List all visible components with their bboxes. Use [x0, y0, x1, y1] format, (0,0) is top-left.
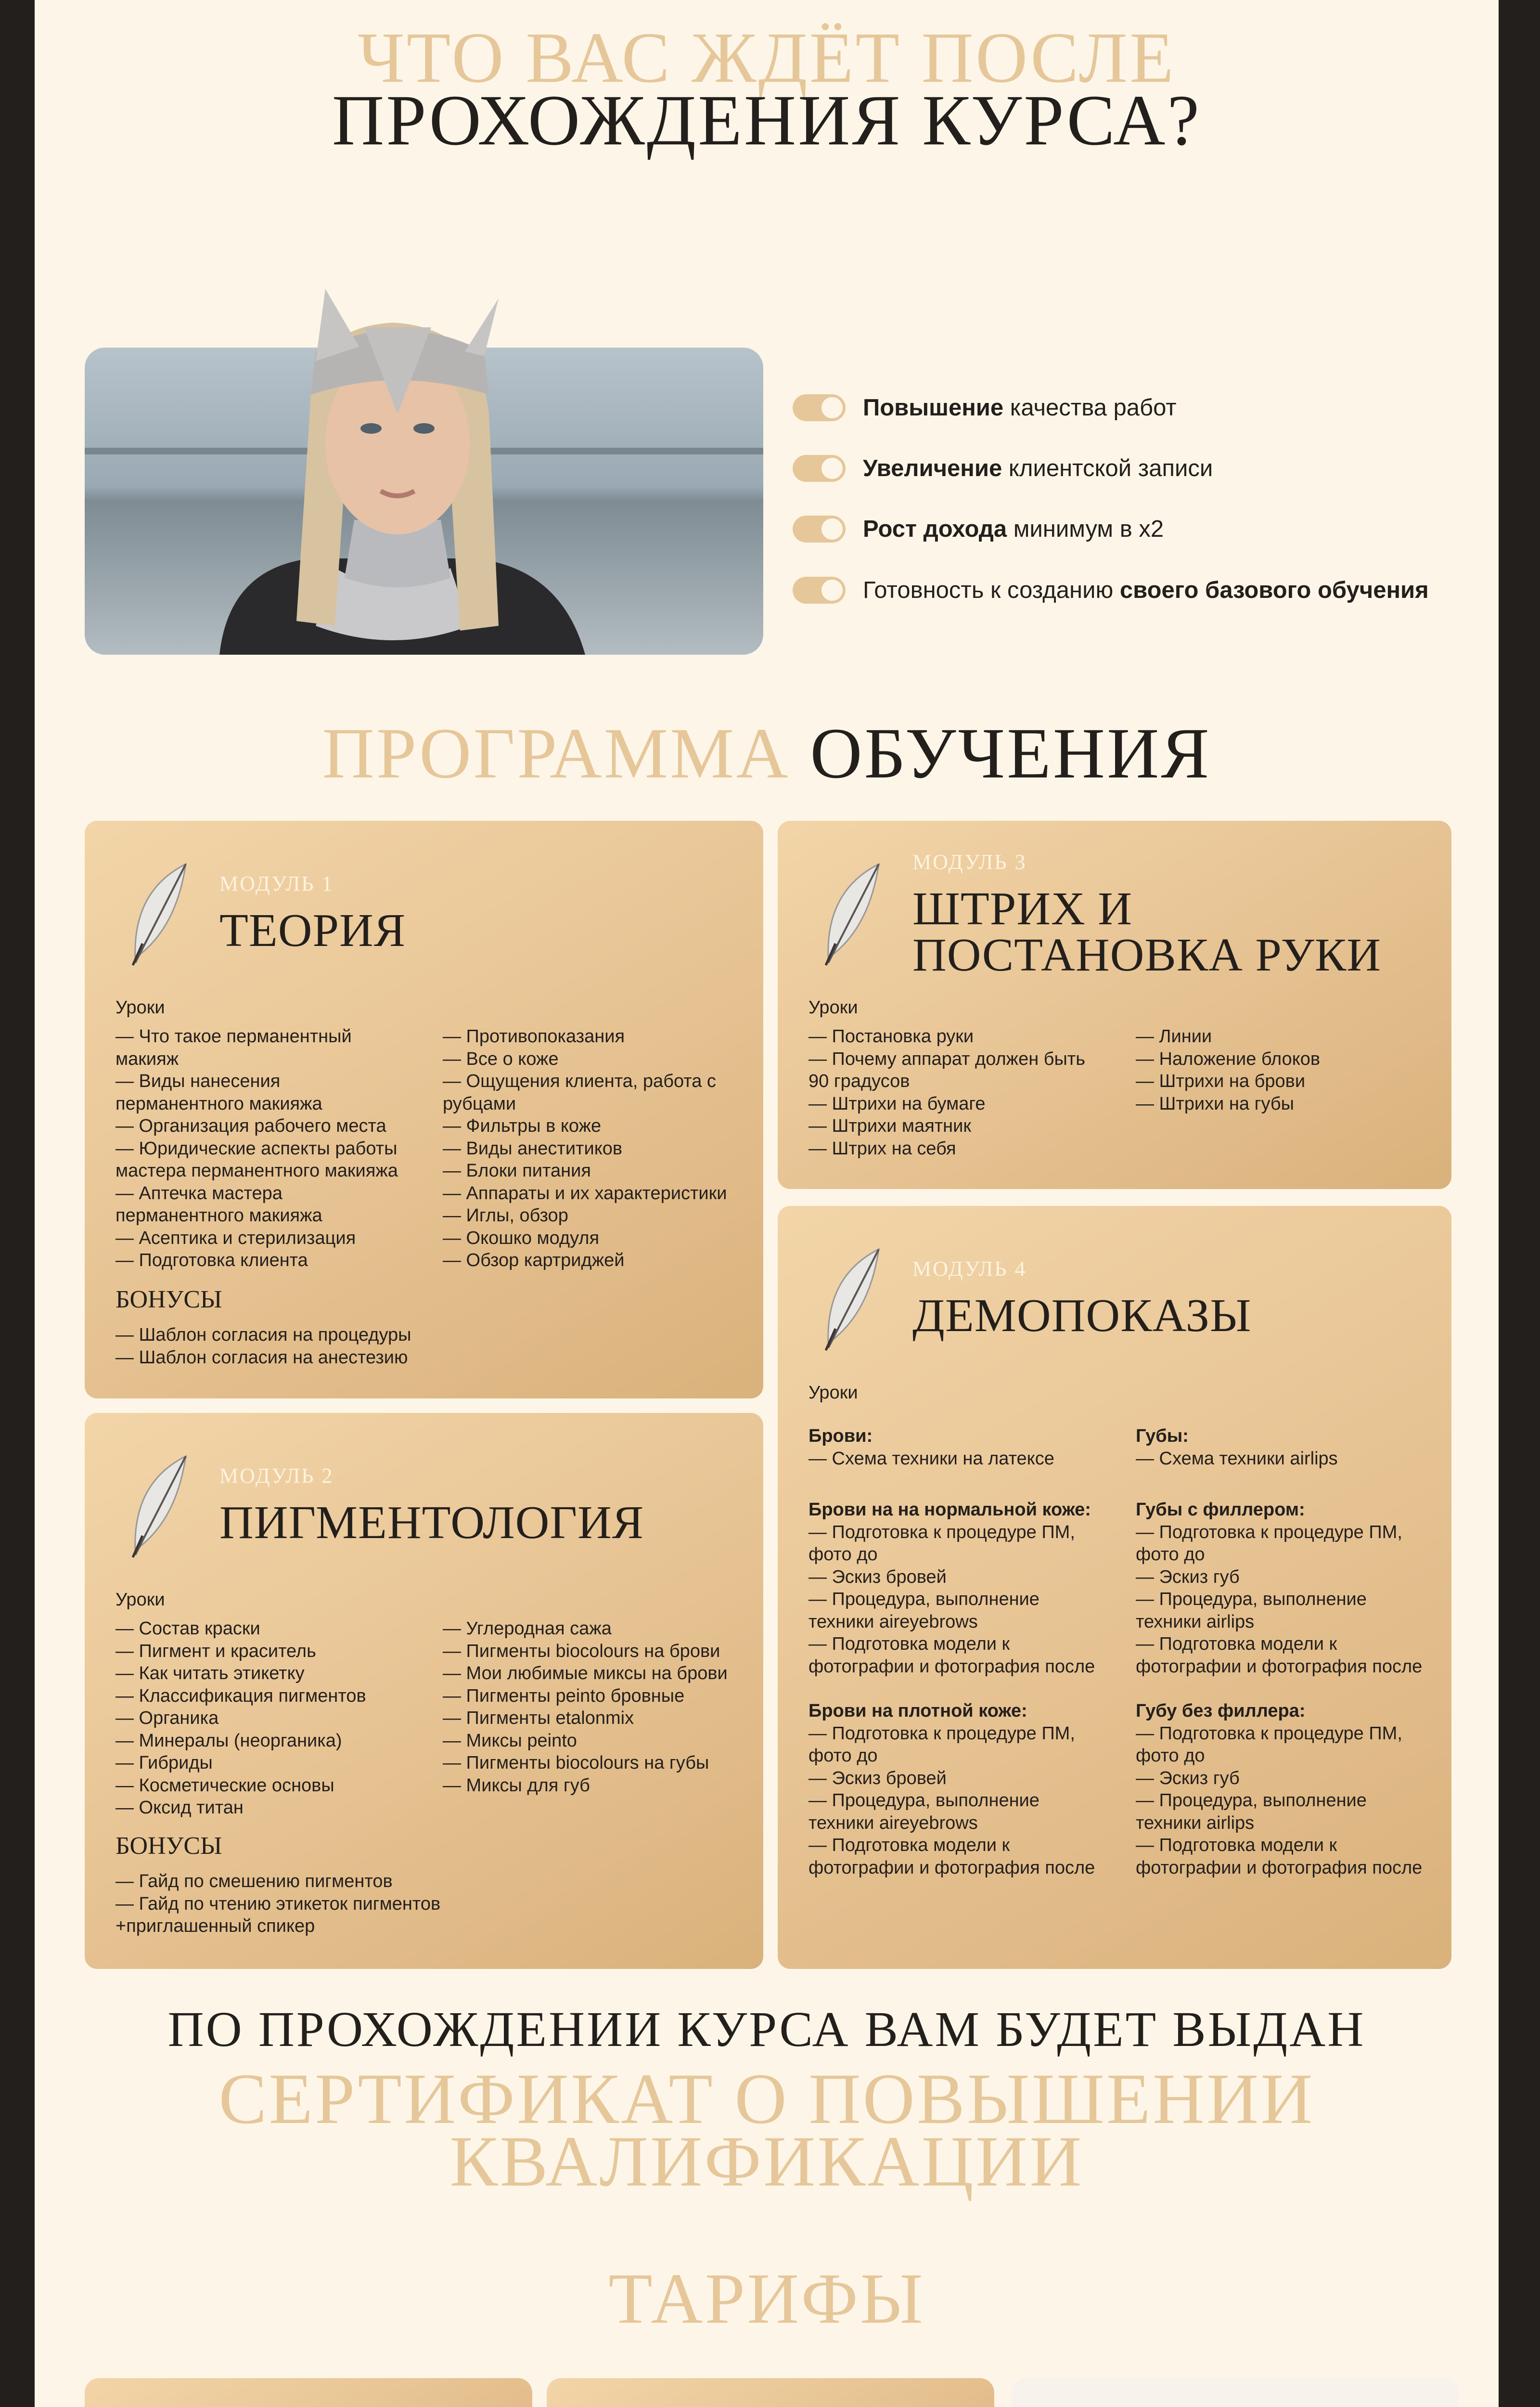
module-2-bonuses: — Гайд по смешению пигментов — Гайд по чтению этикеток пигментов +приглашенный спикер: [116, 1871, 441, 1936]
benefit-2-bold: Увеличение: [863, 455, 1002, 481]
benefit-1: [793, 388, 1177, 427]
module-2-label: МОДУЛЬ 2: [219, 1464, 334, 1488]
module-3-card: [778, 821, 1451, 1189]
benefit-2: [793, 449, 1213, 488]
module-2-card: [85, 1413, 763, 1969]
benefit-3-bold: Рост дохода: [863, 516, 1007, 542]
module-3-title-line-2: ПОСТАНОВКА РУКИ: [912, 929, 1381, 981]
module-1-lessons-label: Уроки: [116, 997, 165, 1018]
tariff-card-2[interactable]: [547, 2378, 994, 2407]
tariff-card-1[interactable]: [85, 2378, 532, 2407]
program-title-gold: ПРОГРАММА: [322, 713, 790, 793]
module-2-bonuses-label: БОНУСЫ: [116, 1832, 222, 1860]
quill-icon: [816, 1247, 888, 1353]
certificate-title-line-2: КВАЛИФИКАЦИИ: [449, 2122, 1084, 2201]
brows-normal-skin-heading: Брови на на нормальной коже:: [808, 1500, 1091, 1520]
toggle-icon: [793, 516, 846, 543]
module-2-col-2: — Углеродная сажа — Пигменты biocolours на брови — Мои любимые миксы на брови — Пигменты peinto бровные — Пигменты etalonmix — Миксы peinto — Пигменты biocolours на губы — Миксы для губ: [443, 1618, 728, 1796]
module-4-card: [778, 1206, 1451, 1969]
header-line-1: ЧТО ВАС ЖДЁТ ПОСЛЕ: [358, 18, 1176, 98]
warrior-woman-image: [85, 144, 763, 655]
module-2-col-1: — Состав краски — Пигмент и краситель — Как читать этикетку — Классификация пигментов — Органика — Минералы (неорганика) — Гибриды — Косметические основы — Оксид титан: [116, 1618, 366, 1818]
tariff-card-3[interactable]: [1012, 2378, 1459, 2407]
module-1-title: ТЕОРИЯ: [219, 905, 406, 957]
module-3-col-2: — Линии — Наложение блоков — Штрихи на брови — Штрихи на губы: [1136, 1026, 1321, 1114]
module-1-col-2: — Противопоказания — Все о коже — Ощущения клиента, работа с рубцами — Фильтры в коже — Виды анеститиков — Блоки питания — Аппараты и их характеристики — Иглы, обзор — Окошко модуля — Обзор картриджей: [443, 1026, 727, 1270]
toggle-icon: [793, 577, 846, 604]
program-title-dark: ОБУЧЕНИЯ: [810, 713, 1211, 793]
module-4-col-right: Губы: — Схема техники airlips Губы с филлером: — Подготовка к процедуре ПМ, фото до — Эскиз губ — Процедура, выполнение техники airlips — Подготовка модели к фотографии и фотография после Губу без филлера: — Подготовка к процедуре ПМ, фото до — Эскиз губ — Процедура, выполнение техники airlips — Подготовка модели к фотографии и фотография после: [1136, 1425, 1444, 1879]
brows-heading: Брови:: [808, 1426, 873, 1446]
program-title: [35, 715, 1499, 792]
benefit-2-text: клиентской записи: [1002, 455, 1213, 481]
module-2-title: ПИГМЕНТОЛОГИЯ: [219, 1497, 644, 1549]
header-line-2: ПРОХОЖДЕНИЯ КУРСА?: [332, 80, 1201, 160]
page: [35, 0, 1499, 2407]
lips-filler-heading: Губы с филлером:: [1136, 1500, 1305, 1520]
benefit-1-text: качества работ: [1003, 395, 1177, 421]
certificate-title-line-1: СЕРТИФИКАТ О ПОВЫШЕНИИ: [218, 2059, 1315, 2139]
benefit-4-bold: своего базового обучения: [1119, 577, 1429, 603]
module-4-col-left: Брови: — Схема техники на латексе Брови на на нормальной коже: — Подготовка к процедуре ПМ, фото до — Эскиз бровей — Процедура, выполнение техники aireyebrows — Подготовка модели к фотографии и фотография после Брови на плотной коже: — Подготовка к процедуре ПМ, фото до — Эскиз бровей — Процедура, выполнение техники aireyebrows — Подготовка модели к фотографии и фотография после: [808, 1425, 1126, 1879]
quill-icon: [816, 862, 888, 968]
benefit-4: [793, 571, 1429, 609]
benefit-1-bold: Повышение: [863, 395, 1004, 421]
module-4-lessons-label: Уроки: [808, 1383, 858, 1403]
benefit-3: [793, 510, 1164, 548]
lips-heading: Губы:: [1136, 1426, 1189, 1446]
module-1-label: МОДУЛЬ 1: [219, 872, 334, 895]
module-1-card: [85, 821, 763, 1398]
module-4-label: МОДУЛЬ 4: [912, 1257, 1027, 1281]
module-1-col-1: — Что такое перманентный макияж — Виды нанесения перманентного макияжа — Организация рабочего места — Юридические аспекты работы мастера перманентного макияжа — Аптечка мастера перманентного макияжа — Асептика и стерилизация — Подготовка клиента: [116, 1026, 398, 1270]
module-4-title: ДЕМОПОКАЗЫ: [912, 1290, 1252, 1342]
module-3-col-1: — Постановка руки — Почему аппарат должен быть 90 градусов — Штрихи на бумаге — Штрихи маятник — Штрих на себя: [808, 1026, 1086, 1159]
benefit-4-text: Готовность к созданию: [863, 577, 1120, 603]
module-3-lessons-label: Уроки: [808, 997, 858, 1018]
module-1-bonuses: — Шаблон согласия на процедуры — Шаблон согласия на анестезию: [116, 1325, 411, 1368]
module-2-lessons-label: Уроки: [116, 1590, 165, 1610]
module-3-label: МОДУЛЬ 3: [912, 850, 1027, 874]
certificate-intro: ПО ПРОХОЖДЕНИИ КУРСА ВАМ БУДЕТ ВЫДАН: [167, 2002, 1366, 2057]
toggle-icon: [793, 394, 846, 421]
brows-dense-skin-heading: Брови на плотной коже:: [808, 1701, 1027, 1721]
module-3-title-line-1: ШТРИХ И: [912, 883, 1133, 935]
module-1-bonuses-label: БОНУСЫ: [116, 1286, 222, 1313]
hero-photo: [85, 144, 763, 655]
lips-no-filler-heading: Губу без филлера:: [1136, 1701, 1306, 1721]
quill-icon: [123, 862, 195, 968]
benefit-3-text: минимум в х2: [1007, 516, 1164, 542]
tariffs-title: ТАРИФЫ: [608, 2259, 925, 2339]
toggle-icon: [793, 455, 846, 482]
quill-icon: [123, 1454, 195, 1560]
